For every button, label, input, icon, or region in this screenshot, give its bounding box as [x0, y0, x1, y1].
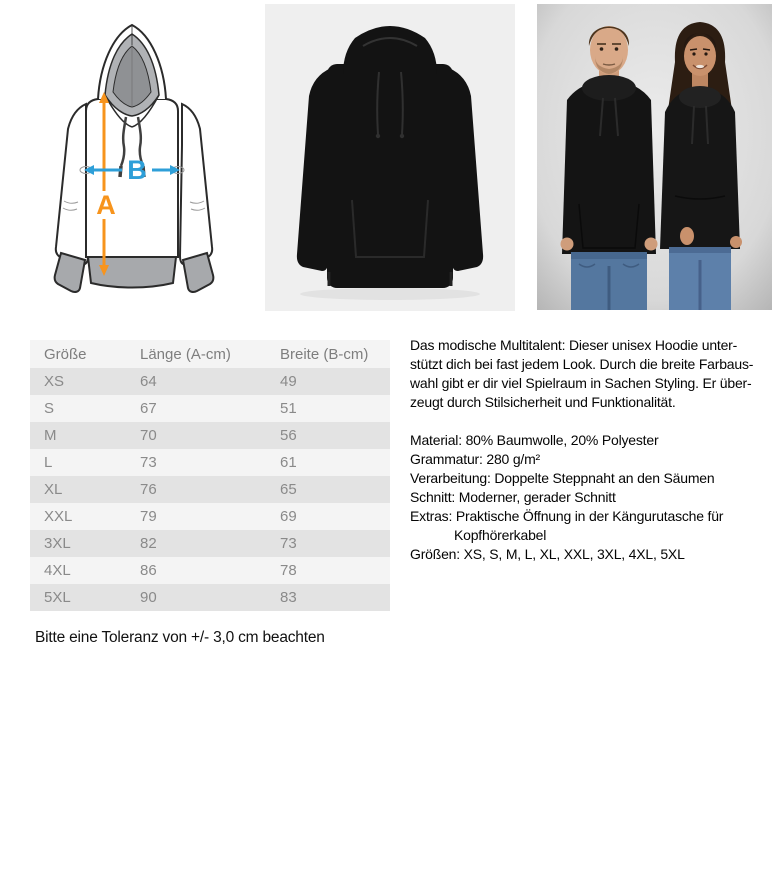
description-line: Material: 80% Baumwolle, 20% Polyester — [410, 432, 659, 448]
table-row — [30, 557, 390, 584]
size-cell: XL — [30, 476, 127, 503]
width-cell: 83 — [267, 584, 390, 611]
hoodie-line-drawing-icon — [28, 5, 240, 305]
models-photo — [537, 4, 772, 310]
description-line: Größen: XS, S, M, L, XL, XXL, 3XL, 4XL, 5XL — [410, 546, 685, 562]
description-line: Verarbeitung: Doppelte Steppnaht an den Säumen — [410, 470, 715, 486]
product-photo — [265, 4, 515, 311]
size-cell: 5XL — [30, 584, 127, 611]
table-row — [30, 395, 390, 422]
length-cell: 79 — [127, 503, 267, 530]
width-cell: 56 — [267, 422, 390, 449]
width-cell: 49 — [267, 368, 390, 395]
product-description — [410, 336, 777, 564]
description-details — [410, 431, 777, 564]
black-hoodie-photo-icon — [265, 4, 515, 311]
description-line: wahl gibt er dir viel Spielraum in Sachen Styling. Er über- — [410, 375, 752, 391]
models-wearing-hoodies-photo-icon — [537, 4, 772, 310]
table-row — [30, 476, 390, 503]
size-cell: L — [30, 449, 127, 476]
table-row — [30, 503, 390, 530]
table-row — [30, 584, 390, 611]
width-cell: 51 — [267, 395, 390, 422]
length-cell: 76 — [127, 476, 267, 503]
column-header-width: Breite (B-cm) — [267, 340, 390, 368]
tolerance-note: Bitte eine Toleranz von +/- 3,0 cm beachten — [35, 629, 325, 646]
length-cell: 82 — [127, 530, 267, 557]
description-line: Das modische Multitalent: Dieser unisex Hoodie unter- — [410, 337, 738, 353]
size-cell: S — [30, 395, 127, 422]
length-cell: 86 — [127, 557, 267, 584]
size-cell: 4XL — [30, 557, 127, 584]
length-cell: 90 — [127, 584, 267, 611]
length-cell: 73 — [127, 449, 267, 476]
table-row — [30, 449, 390, 476]
length-cell: 64 — [127, 368, 267, 395]
column-header-size: Größe — [30, 340, 127, 368]
size-cell: XXL — [30, 503, 127, 530]
width-cell: 65 — [267, 476, 390, 503]
table-row — [30, 530, 390, 557]
width-cell: 69 — [267, 503, 390, 530]
width-cell: 61 — [267, 449, 390, 476]
description-line: Extras: Praktische Öffnung in der Kängurutasche für — [410, 508, 724, 524]
description-line: Schnitt: Moderner, gerader Schnitt — [410, 489, 616, 505]
description-intro — [410, 336, 777, 412]
width-cell: 78 — [267, 557, 390, 584]
measure-a-label: A — [96, 190, 116, 220]
column-header-length: Länge (A-cm) — [127, 340, 267, 368]
description-line: Grammatur: 280 g/m² — [410, 451, 541, 467]
size-cell: 3XL — [30, 530, 127, 557]
table-row — [30, 422, 390, 449]
width-cell: 73 — [267, 530, 390, 557]
size-diagram — [28, 5, 240, 305]
description-line: stützt dich bei fast jedem Look. Durch die breite Farbaus- — [410, 356, 754, 372]
measure-b-label: B — [127, 155, 147, 185]
size-table-header-row — [30, 340, 390, 368]
length-cell: 67 — [127, 395, 267, 422]
table-row — [30, 368, 390, 395]
description-line: Kopfhörerkabel — [454, 527, 547, 543]
description-line: zeugt durch Stilsicherheit und Funktionalität. — [410, 394, 676, 410]
size-cell: M — [30, 422, 127, 449]
size-cell: XS — [30, 368, 127, 395]
size-table — [30, 340, 390, 611]
length-cell: 70 — [127, 422, 267, 449]
